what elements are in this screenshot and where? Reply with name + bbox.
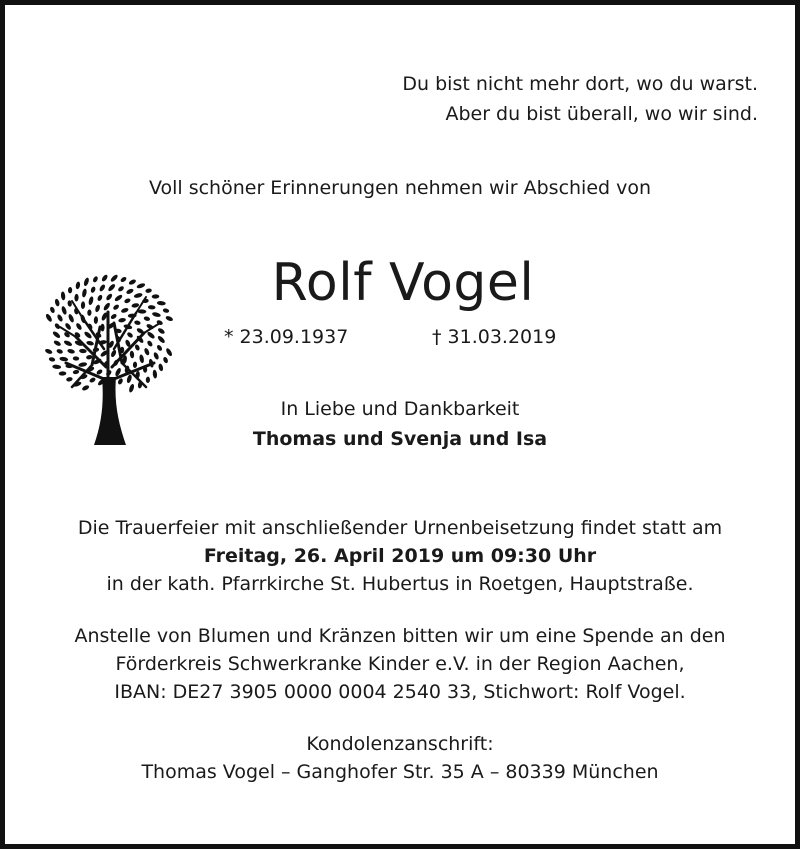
donation-line-2: Förderkreis Schwerkranke Kinder e.V. in der Region Aachen,: [115, 653, 685, 675]
donation-line-1: Anstelle von Blumen und Kränzen bitten wir um eine Spende an den: [74, 625, 726, 647]
birth-date: * 23.09.1937: [224, 326, 349, 348]
ceremony-date: Freitag, 26. April 2019 um 09:30 Uhr: [203, 545, 597, 567]
ceremony-line-1: Die Trauerfeier mit anschließender Urnenbeisetzung findet statt am: [77, 517, 723, 539]
quote-line-1: Du bist nicht mehr dort, wo du warst.: [402, 73, 758, 95]
condolence-label: Kondolenzanschrift:: [306, 733, 494, 755]
deceased-name: Rolf Vogel: [271, 253, 535, 313]
mourners-intro: In Liebe und Dankbarkeit: [280, 398, 520, 420]
donation-line-3: IBAN: DE27 3905 0000 0004 2540 33, Stichwort: Rolf Vogel.: [114, 681, 686, 703]
quote-line-2: Aber du bist überall, wo wir sind.: [445, 103, 758, 125]
condolence-address: Thomas Vogel – Ganghofer Str. 35 A – 80339 München: [141, 761, 659, 783]
intro-text: Voll schöner Erinnerungen nehmen wir Abschied von: [148, 177, 652, 199]
death-date: † 31.03.2019: [432, 326, 557, 348]
ceremony-location: in der kath. Pfarrkirche St. Hubertus in Roetgen, Hauptstraße.: [106, 573, 694, 595]
mourners-names: Thomas und Svenja und Isa: [252, 428, 548, 450]
